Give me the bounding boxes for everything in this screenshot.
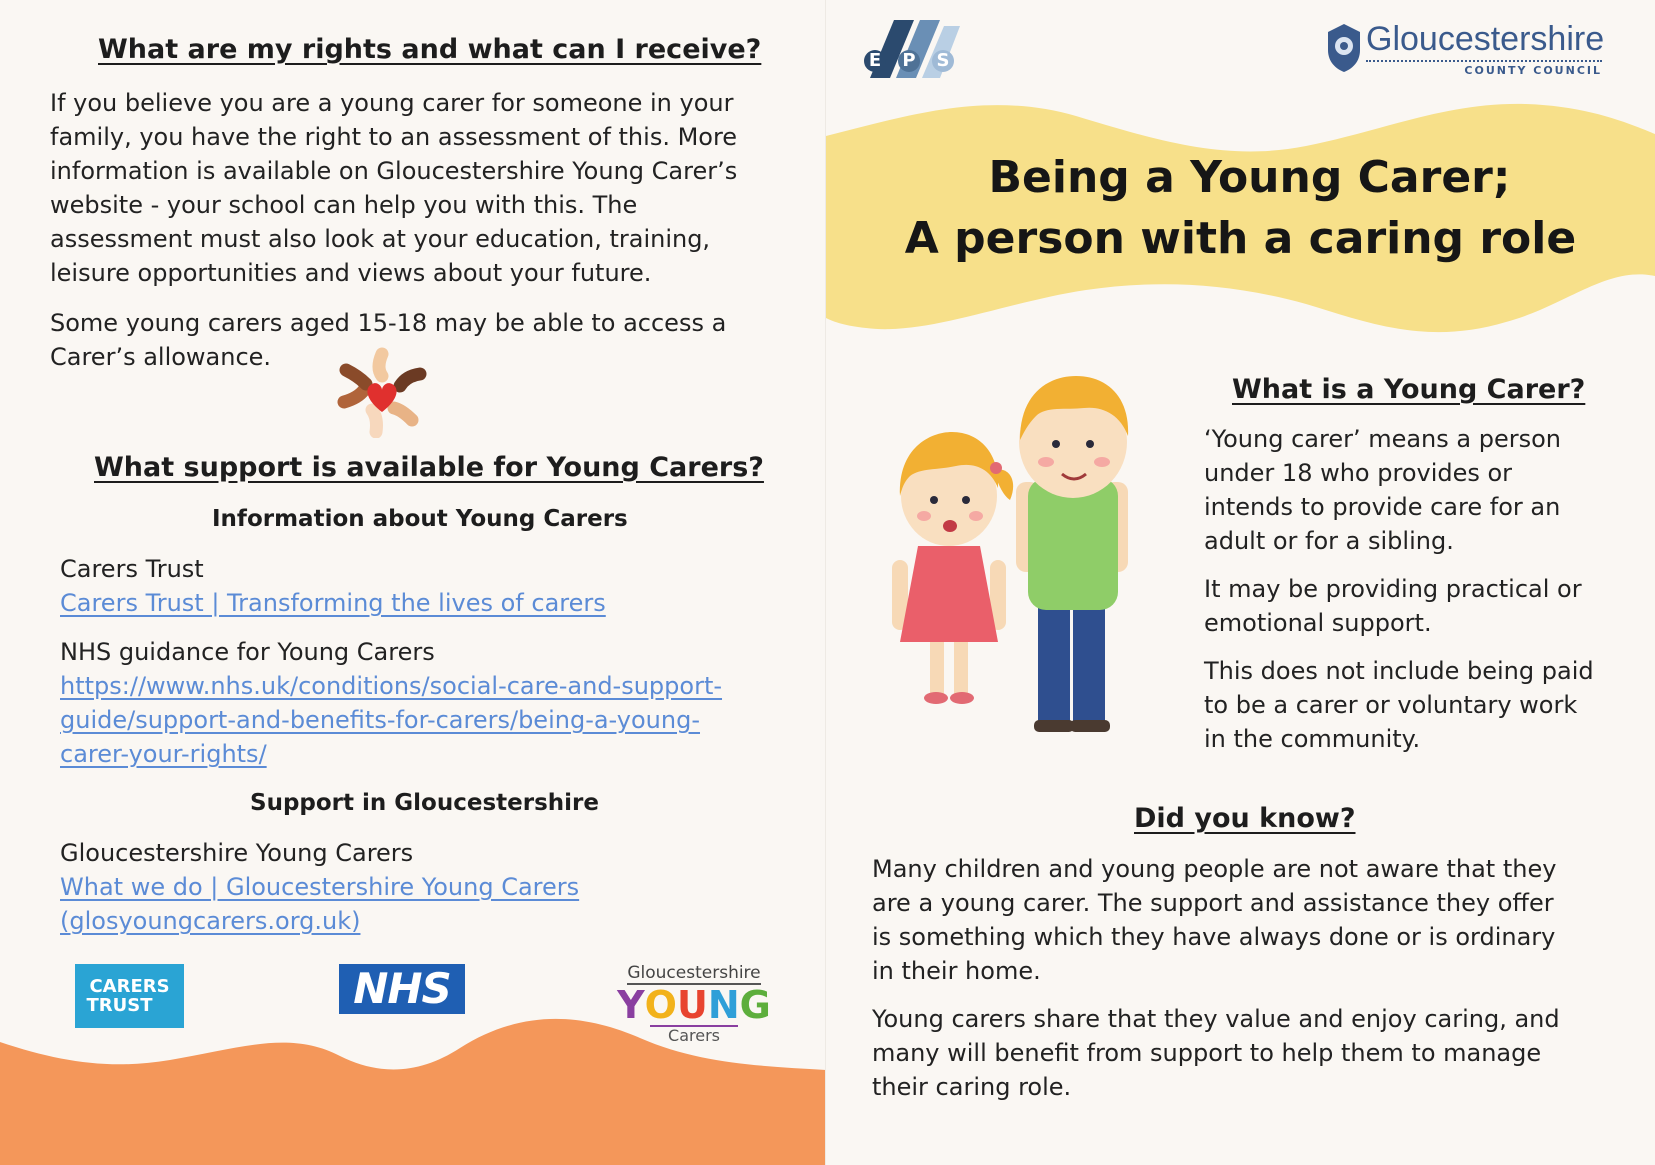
glos-young-carers-logo [618, 962, 770, 1046]
rights-line: family, you have the right to an assessment of this. More [50, 123, 738, 151]
gyc-logo-top: Gloucestershire [627, 963, 761, 983]
did-line: are a young carer. The support and assistance they offer [872, 889, 1554, 917]
rights-line: leisure opportunities and views about your future. [50, 259, 652, 287]
carers-trust-label: Carers Trust [60, 555, 204, 583]
glos-label: Gloucestershire Young Carers [60, 839, 414, 867]
gyc-letter: O [644, 983, 677, 1027]
did-block [872, 852, 1642, 1104]
what-line: It may be providing practical or [1204, 575, 1582, 603]
title-block [826, 148, 1655, 270]
eps-logo [856, 16, 966, 82]
rights-line: website - your school can help you with this. The [50, 191, 638, 219]
rights-line: If you believe you are a young carer for someone in your [50, 89, 734, 117]
what-block [1204, 422, 1644, 756]
nhs-link[interactable]: https://www.nhs.uk/conditions/social-care-and-support- [60, 672, 723, 700]
did-line: many will benefit from support to help them to manage [872, 1039, 1542, 1067]
what-line: to be a carer or voluntary work [1204, 691, 1578, 719]
rights-line: assessment must also look at your education, training, [50, 225, 711, 253]
nhs-label: NHS guidance for Young Carers [60, 638, 435, 666]
council-name: Gloucestershire [1366, 20, 1605, 58]
what-heading: What is a Young Carer? [1232, 374, 1586, 405]
what-line: intends to provide care for an [1204, 493, 1561, 521]
hands-heart-icon [336, 346, 428, 438]
gyc-letter: Y [617, 983, 645, 1027]
did-paragraph [872, 1002, 1642, 1104]
nhs-logo-text: NHS [353, 964, 451, 1013]
what-line: under 18 who provides or [1204, 459, 1513, 487]
what-line: ‘Young carer’ means a person [1204, 425, 1561, 453]
council-sub: COUNTY COUNCIL [1464, 64, 1602, 77]
did-paragraph [872, 852, 1642, 988]
eps-letters [864, 50, 964, 72]
did-heading: Did you know? [1134, 803, 1356, 834]
what-line: in the community. [1204, 725, 1421, 753]
eps-letter: S [932, 50, 954, 72]
did-line: Many children and young people are not aware that they [872, 855, 1557, 883]
allowance-line: Carer’s allowance. [50, 343, 272, 371]
left-panel [0, 0, 826, 1165]
glos-block [60, 836, 800, 938]
right-panel [826, 0, 1655, 1165]
children-illustration [870, 370, 1160, 740]
nhs-link[interactable]: carer-your-rights/ [60, 740, 267, 768]
council-logo [1366, 20, 1636, 77]
gyc-letter: G [739, 983, 771, 1027]
carers-trust-logo-text: CARERS [89, 976, 170, 997]
council-crest-icon [1324, 22, 1364, 74]
rights-paragraph [50, 86, 790, 290]
eps-letter: P [898, 50, 920, 72]
support-heading: What support is available for Young Carers? [94, 452, 764, 483]
what-paragraph [1204, 422, 1644, 558]
carers-trust-block [60, 552, 800, 620]
council-rule [1366, 60, 1602, 62]
carers-trust-logo [75, 964, 184, 1028]
glos-link[interactable]: (glosyoungcarers.org.uk) [60, 907, 361, 935]
gyc-letter: N [707, 983, 740, 1027]
eps-letter: E [864, 50, 886, 72]
gyc-logo-letters [617, 985, 771, 1025]
what-paragraph [1204, 654, 1644, 756]
glos-link[interactable]: What we do | Gloucestershire Young Carers [60, 873, 580, 901]
nhs-logo [339, 964, 465, 1014]
carers-trust-logo-text: TRUST [86, 995, 153, 1016]
info-subheading: Information about Young Carers [212, 506, 628, 532]
glos-subheading: Support in Gloucestershire [250, 790, 599, 816]
did-line: Young carers share that they value and enjoy caring, and [872, 1005, 1560, 1033]
what-line: emotional support. [1204, 609, 1432, 637]
allowance-line: Some young carers aged 15-18 may be able to access a [50, 309, 727, 337]
did-line: in their home. [872, 957, 1041, 985]
rights-line: information is available on Gloucestershire Young Carer’s [50, 157, 738, 185]
carers-trust-link[interactable]: Carers Trust | Transforming the lives of carers [60, 589, 606, 617]
did-line: their caring role. [872, 1073, 1072, 1101]
title-line-1: Being a Young Carer; [988, 152, 1511, 203]
what-paragraph [1204, 572, 1644, 640]
gyc-letter: U [676, 983, 708, 1027]
what-line: adult or for a sibling. [1204, 527, 1454, 555]
title-line-2: A person with a caring role [904, 213, 1577, 264]
nhs-link[interactable]: guide/support-and-benefits-for-carers/being-a-young- [60, 706, 700, 734]
gyc-logo-bottom: Carers [650, 1025, 738, 1045]
nhs-block [60, 635, 820, 771]
did-line: is something which they have always done or is ordinary [872, 923, 1556, 951]
what-line: This does not include being paid [1204, 657, 1594, 685]
rights-heading: What are my rights and what can I receive? [98, 34, 762, 65]
